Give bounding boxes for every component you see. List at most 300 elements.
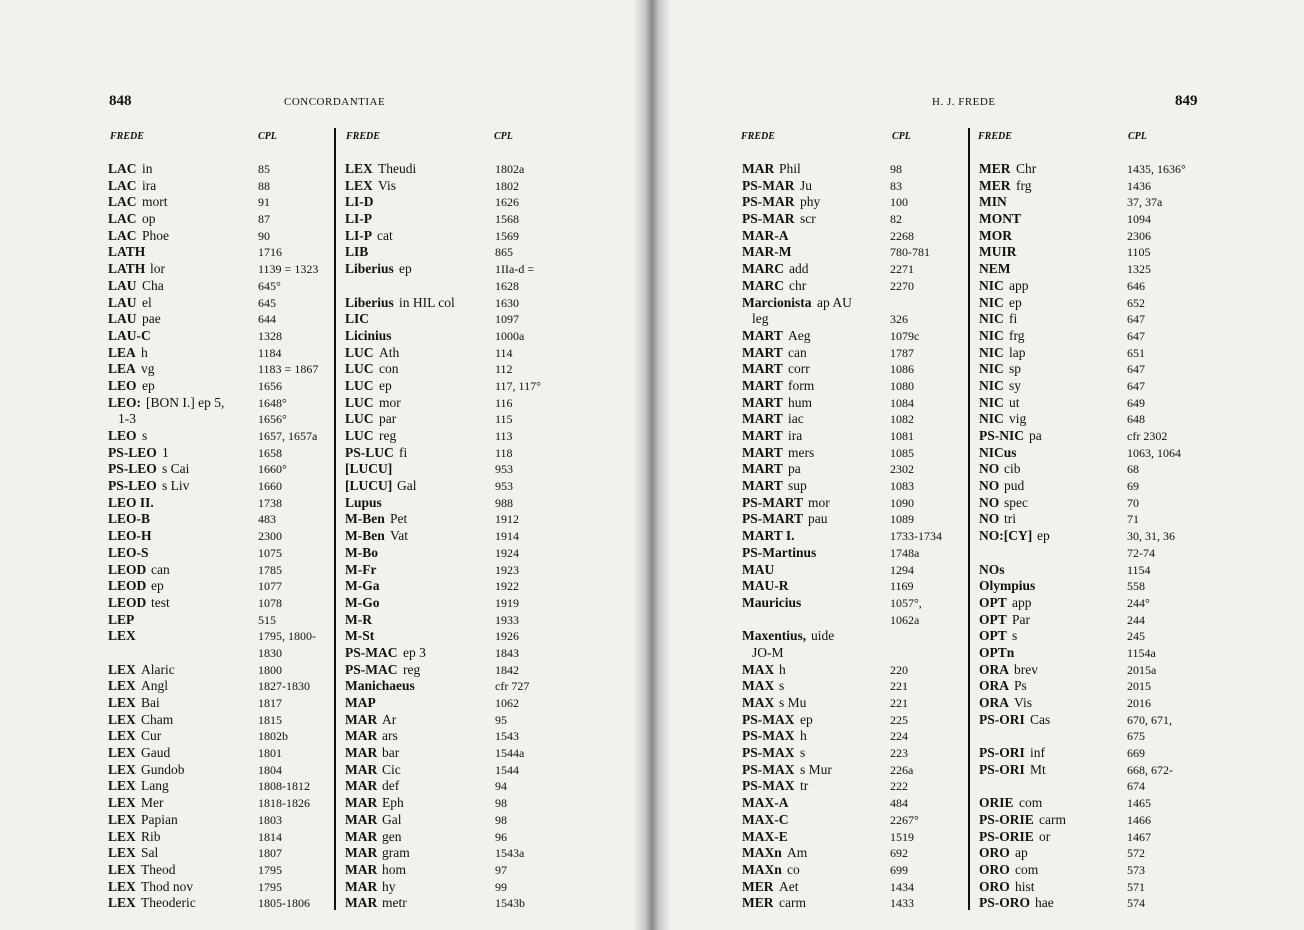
- entry-siglum: PS-MAX: [742, 778, 795, 794]
- entry-siglum: M-Bo: [345, 544, 378, 560]
- index-entry: [108, 295, 330, 312]
- entry-cpl-number: 98: [890, 162, 902, 176]
- entry-work: Thod nov: [141, 878, 194, 894]
- entry-work: Alaric: [141, 661, 175, 677]
- entry-cpl-number: 1817: [258, 696, 282, 710]
- entry-siglum: Liberius: [345, 294, 394, 310]
- entry-work: hist: [1015, 878, 1035, 894]
- entry-siglum: LEX: [108, 678, 136, 694]
- entry-siglum: NIC: [979, 361, 1004, 377]
- entry-work: Gaud: [141, 745, 171, 761]
- entry-cpl-number: 645: [258, 295, 276, 310]
- entry-cpl-number: 1139 = 1323: [258, 262, 319, 277]
- entry-work: vig: [1009, 411, 1027, 427]
- entry-cpl-number: 1795: [258, 862, 282, 877]
- entry-work: Gundob: [141, 761, 185, 777]
- running-head: H. J. FREDE: [932, 96, 996, 108]
- index-entry: [345, 645, 545, 662]
- entry-cpl-number: 1062: [495, 696, 519, 710]
- entry-cpl-number: 1000a: [495, 328, 525, 343]
- index-entry: [979, 712, 1179, 729]
- entry-siglum: MAR: [345, 711, 378, 727]
- entry-siglum: MONT: [979, 211, 1021, 227]
- index-entry: [108, 495, 330, 512]
- entry-cpl-number: 1785: [258, 562, 282, 577]
- index-entry: [742, 595, 964, 612]
- entry-work: Cha: [142, 277, 164, 293]
- entry-siglum: LI-P: [345, 211, 372, 227]
- entry-siglum: PS-NIC: [979, 428, 1025, 443]
- book-gutter: [634, 0, 670, 930]
- entry-siglum: NIC: [979, 311, 1004, 327]
- entry-cpl-number: 573: [1127, 862, 1145, 877]
- index-entry: [742, 745, 964, 762]
- entry-siglum: ORIE: [979, 795, 1014, 811]
- entry-cpl-number: 651: [1127, 345, 1145, 360]
- entry-cpl-number: 1805-1806: [258, 896, 310, 911]
- entry-cpl-number: 1085: [890, 445, 914, 460]
- entry-work: spec: [1004, 494, 1028, 510]
- index-entry: [742, 161, 964, 178]
- index-entry: [742, 211, 964, 228]
- index-entry: [979, 261, 1179, 278]
- entry-work: bar: [382, 745, 400, 761]
- index-entry: [345, 562, 545, 579]
- entry-siglum: MAX: [742, 695, 775, 710]
- entry-work: Par: [1012, 611, 1030, 627]
- index-entry: [979, 445, 1179, 462]
- entry-siglum: MART I.: [742, 528, 795, 544]
- entry-cpl-number: 1842: [495, 662, 519, 677]
- entry-work: ep: [151, 578, 164, 594]
- index-entry: [742, 378, 964, 395]
- entry-cpl-number: 116: [495, 395, 513, 410]
- entry-siglum: LATH: [108, 261, 146, 277]
- entry-siglum: PS-LEO: [108, 461, 157, 477]
- index-entry: [742, 829, 964, 846]
- index-entry: [108, 595, 330, 612]
- entry-siglum: LEO: [108, 428, 137, 443]
- entry-work: or: [1039, 828, 1051, 844]
- entry-siglum: NO:[CY]: [979, 528, 1033, 544]
- entry-siglum: MAU-R: [742, 578, 789, 594]
- entry-work: form: [788, 377, 815, 393]
- entry-work: Phoe: [142, 227, 169, 243]
- entry-siglum: MIN: [979, 194, 1007, 210]
- entry-cpl-number: 1804: [258, 762, 282, 777]
- entry-cpl-number: 1094: [1127, 212, 1151, 227]
- entry-work: Ps: [1014, 678, 1027, 694]
- entry-cpl-number: 1814: [258, 829, 282, 844]
- entry-work: Sal: [141, 845, 159, 861]
- entry-siglum: Licinius: [345, 327, 392, 343]
- entry-siglum: MAR: [345, 811, 378, 827]
- entry-cpl-number: 1808-1812: [258, 779, 310, 794]
- entry-cpl-number: 649: [1127, 395, 1145, 410]
- entry-cpl-number: 1075: [258, 545, 282, 560]
- entry-siglum: MAX: [742, 661, 775, 677]
- entry-siglum: MARC: [742, 261, 784, 277]
- entry-cpl-number: 1827-1830: [258, 679, 310, 694]
- index-entry: [345, 395, 545, 412]
- entry-work: s: [1012, 628, 1018, 644]
- entry-siglum: Manichaeus: [345, 678, 415, 694]
- entry-work: 1-3: [118, 411, 136, 427]
- entry-siglum: LEP: [108, 611, 135, 627]
- entry-cpl-number: 2267°: [890, 812, 919, 827]
- index-entry: [979, 461, 1179, 478]
- index-entry: [108, 328, 330, 345]
- index-entry: [108, 712, 330, 729]
- index-entry: [108, 311, 330, 328]
- index-entry: [742, 194, 964, 211]
- entry-work: el: [142, 294, 152, 310]
- entry-cpl-number: 2268: [890, 228, 914, 243]
- index-entry: [345, 495, 545, 512]
- entry-cpl-number: 1434: [890, 879, 914, 894]
- entry-cpl-number: 244: [1127, 612, 1145, 627]
- entry-work: ap AU: [817, 294, 852, 310]
- index-entry: [742, 461, 964, 478]
- index-entry: [108, 261, 330, 278]
- index-entry: [979, 528, 1179, 545]
- entry-cpl-number: 87: [258, 212, 270, 227]
- entry-siglum: LEA: [108, 344, 136, 360]
- entry-cpl-number: 647: [1127, 362, 1145, 377]
- entry-work: fi: [1009, 311, 1018, 327]
- entry-work: Cur: [141, 728, 162, 744]
- entry-work: mor: [808, 494, 830, 510]
- entry-siglum: PS-MART: [742, 511, 804, 527]
- entry-cpl-number: 1830: [258, 645, 282, 660]
- entry-siglum: MART: [742, 394, 783, 410]
- index-column: [345, 161, 545, 912]
- entry-cpl-number: 68: [1127, 462, 1139, 477]
- index-entry: [345, 895, 545, 912]
- entry-siglum: LEOD: [108, 561, 147, 577]
- entry-work: s Cai: [162, 461, 190, 477]
- index-entry: [742, 244, 964, 261]
- index-entry: [742, 545, 964, 562]
- entry-work: scr: [800, 211, 816, 227]
- entry-work: pud: [1004, 478, 1025, 494]
- entry-siglum: LEX: [108, 795, 136, 811]
- entry-cpl-number: 82: [890, 212, 902, 227]
- entry-siglum: PS-MAR: [742, 177, 795, 193]
- index-entry: [742, 495, 964, 512]
- entry-cpl-number: 1733-1734: [890, 529, 942, 544]
- entry-siglum: MAR-M: [742, 244, 792, 260]
- entry-cpl-number: 1063, 1064: [1127, 445, 1181, 460]
- index-entry: [345, 228, 545, 245]
- index-entry: [979, 762, 1179, 779]
- index-entry: [979, 395, 1179, 412]
- index-entry: [979, 845, 1179, 862]
- entry-work: ut: [1009, 394, 1020, 410]
- index-entry: [979, 812, 1179, 829]
- entry-work: s: [142, 428, 148, 443]
- entry-work: reg: [403, 661, 421, 677]
- entry-siglum: MAR: [345, 828, 378, 844]
- entry-siglum: LAC: [108, 211, 137, 227]
- entry-work: par: [379, 411, 397, 427]
- entry-siglum: MART: [742, 411, 783, 427]
- entry-work: co: [787, 861, 800, 877]
- entry-work: in HIL col: [399, 294, 455, 310]
- entry-work: cat: [377, 227, 393, 243]
- entry-siglum: NO: [979, 511, 1000, 527]
- entry-work: leg: [752, 311, 769, 327]
- index-entry: [108, 778, 330, 795]
- index-entry: [742, 728, 964, 745]
- entry-cpl-number: 1568: [495, 212, 519, 227]
- entry-cpl-number: 647: [1127, 312, 1145, 327]
- entry-cpl-number: 1922: [495, 579, 519, 594]
- entry-cpl-number: 515: [258, 612, 276, 627]
- entry-cpl-number: 483: [258, 512, 276, 527]
- entry-cpl-number: 953: [495, 479, 513, 494]
- entry-work: Pet: [390, 511, 408, 527]
- entry-siglum: LEX: [108, 878, 136, 894]
- entry-siglum: NIC: [979, 277, 1004, 293]
- index-entry: [979, 895, 1179, 912]
- entry-work: Lang: [141, 778, 169, 794]
- entry-work: test: [151, 594, 170, 610]
- entry-work: s: [800, 745, 806, 761]
- index-entry: [108, 812, 330, 829]
- entry-siglum: PS-ORIE: [979, 811, 1034, 827]
- column-header-frede: FREDE: [978, 131, 1012, 142]
- entry-cpl-number: 69: [1127, 479, 1139, 494]
- index-entry: [108, 562, 330, 579]
- index-entry: [345, 278, 545, 295]
- index-entry: [345, 578, 545, 595]
- entry-work: h: [141, 344, 148, 360]
- entry-siglum: PS-LUC: [345, 444, 394, 460]
- index-entry: [742, 311, 964, 328]
- index-entry: [345, 879, 545, 896]
- entry-work: 1: [162, 444, 169, 460]
- entry-cpl-number: 30, 31, 36: [1127, 529, 1175, 544]
- index-entry: [979, 278, 1179, 295]
- index-entry: [345, 862, 545, 879]
- index-entry: [979, 862, 1179, 879]
- entry-cpl-number: 1465: [1127, 796, 1151, 811]
- entry-work: ars: [382, 728, 398, 744]
- index-entry: [979, 628, 1179, 645]
- entry-cpl-number: 1105: [1127, 245, 1151, 260]
- entry-work: pae: [142, 311, 161, 327]
- entry-siglum: LEX: [108, 811, 136, 827]
- entry-siglum: M-Go: [345, 594, 380, 610]
- index-entry: [742, 712, 964, 729]
- entry-siglum: LEOD: [108, 594, 147, 610]
- entry-cpl-number: 1081: [890, 429, 914, 443]
- entry-work: h: [779, 661, 786, 677]
- index-entry: [742, 845, 964, 862]
- entry-cpl-number: 1648°: [258, 395, 287, 410]
- index-entry: [108, 244, 330, 261]
- entry-siglum: MART: [742, 361, 783, 377]
- index-entry: [742, 812, 964, 829]
- entry-siglum: ORO: [979, 845, 1010, 861]
- entry-cpl-number: 780-781: [890, 245, 930, 260]
- entry-cpl-number: 83: [890, 178, 902, 193]
- index-entry: [345, 695, 545, 712]
- entry-cpl-number: 571: [1127, 879, 1145, 894]
- entry-work: s Mur: [800, 761, 832, 777]
- entry-work: Cham: [141, 711, 174, 727]
- index-entry: [108, 345, 330, 362]
- entry-work: app: [1012, 594, 1032, 610]
- index-entry: [108, 161, 330, 178]
- entry-siglum: ORO: [979, 878, 1010, 894]
- entry-work: vg: [141, 361, 155, 377]
- entry-cpl-number: 558: [1127, 579, 1145, 594]
- entry-siglum: PS-MAX: [742, 761, 795, 777]
- entry-work: Aet: [779, 878, 799, 894]
- entry-cpl-number: cfr 727: [495, 679, 530, 694]
- index-entry: [345, 428, 545, 445]
- entry-cpl-number: 1748a: [890, 545, 920, 560]
- entry-cpl-number: 1795, 1800-: [258, 629, 316, 644]
- entry-siglum: MART: [742, 428, 783, 443]
- entry-siglum: M-Fr: [345, 561, 377, 577]
- column-divider: [334, 128, 336, 910]
- index-entry: [742, 778, 964, 795]
- entry-cpl-number: 1062a: [890, 612, 920, 627]
- index-entry: [108, 411, 330, 428]
- entry-cpl-number: 2016: [1127, 696, 1151, 710]
- entry-work: hom: [382, 861, 407, 877]
- entry-siglum: LEX: [108, 661, 136, 677]
- entry-cpl-number: 1519: [890, 829, 914, 844]
- entry-siglum: MER: [742, 878, 774, 894]
- entry-work: ira: [142, 177, 157, 193]
- entry-cpl-number: 1569: [495, 228, 519, 243]
- entry-cpl-number: 1294: [890, 562, 914, 577]
- index-entry: [108, 745, 330, 762]
- entry-siglum: LAC: [108, 194, 137, 210]
- entry-work: sup: [788, 478, 807, 494]
- entry-cpl-number: 1089: [890, 512, 914, 527]
- entry-siglum: LEX: [108, 861, 136, 877]
- entry-siglum: LEX: [345, 161, 373, 176]
- entry-siglum: OPT: [979, 594, 1007, 610]
- entry-cpl-number: 1807: [258, 846, 282, 861]
- index-entry: [345, 211, 545, 228]
- entry-siglum: LEX: [108, 745, 136, 761]
- entry-cpl-number: 1328: [258, 328, 282, 343]
- entry-work: Ar: [382, 711, 397, 727]
- entry-cpl-number: 222: [890, 779, 908, 794]
- entry-cpl-number: 1795: [258, 879, 282, 894]
- index-entry: [742, 361, 964, 378]
- entry-siglum: LEX: [108, 728, 136, 744]
- entry-work: chr: [789, 277, 807, 293]
- entry-work: Cas: [1030, 711, 1051, 727]
- index-entry: [742, 295, 964, 312]
- entry-siglum: LUC: [345, 411, 374, 427]
- index-entry: [742, 395, 964, 412]
- entry-cpl-number: 648: [1127, 412, 1145, 427]
- entry-siglum: PS-ORI: [979, 745, 1025, 761]
- index-entry: [108, 895, 330, 912]
- index-entry: [345, 178, 545, 195]
- entry-siglum: PS-ORI: [979, 711, 1025, 727]
- index-entry: [108, 361, 330, 378]
- entry-work: carm: [779, 895, 806, 911]
- index-entry: [979, 645, 1179, 662]
- entry-cpl-number: 98: [495, 796, 507, 811]
- entry-cpl-number: 118: [495, 445, 513, 460]
- entry-siglum: MAR: [345, 861, 378, 877]
- index-entry: [108, 612, 330, 629]
- entry-cpl-number: 674: [1127, 779, 1145, 794]
- entry-siglum: OPT: [979, 628, 1007, 644]
- entry-cpl-number: 1802: [495, 178, 519, 193]
- entry-cpl-number: 113: [495, 429, 513, 443]
- entry-work: Rib: [141, 828, 161, 844]
- right-page: [670, 0, 1304, 930]
- entry-siglum: MAXn: [742, 861, 782, 877]
- entry-work: gen: [382, 828, 402, 844]
- index-entry: [345, 712, 545, 729]
- index-entry: [108, 528, 330, 545]
- index-entry: [979, 595, 1179, 612]
- index-entry: [345, 345, 545, 362]
- entry-siglum: MAX: [742, 678, 775, 694]
- entry-siglum: NIC: [979, 377, 1004, 393]
- entry-work: pau: [808, 511, 828, 527]
- entry-cpl-number: 95: [495, 712, 507, 727]
- index-entry: [108, 478, 330, 495]
- entry-siglum: MAR: [345, 878, 378, 894]
- entry-cpl-number: 652: [1127, 295, 1145, 310]
- index-entry: [979, 495, 1179, 512]
- index-entry: [345, 778, 545, 795]
- entry-cpl-number: 574: [1127, 896, 1145, 911]
- entry-work: Bai: [141, 695, 160, 710]
- entry-siglum: LUC: [345, 344, 374, 360]
- entry-cpl-number: 1800: [258, 662, 282, 677]
- index-entry: [979, 745, 1179, 762]
- entry-siglum: NEM: [979, 261, 1011, 277]
- entry-work: op: [142, 211, 156, 227]
- entry-cpl-number: 91: [258, 195, 270, 210]
- entry-siglum: MER: [742, 895, 774, 911]
- entry-cpl-number: 953: [495, 462, 513, 477]
- entry-cpl-number: 1924: [495, 545, 519, 560]
- entry-cpl-number: 220: [890, 662, 908, 677]
- entry-siglum: ORA: [979, 678, 1009, 694]
- entry-cpl-number: 1544a: [495, 746, 525, 761]
- entry-siglum: LAU-C: [108, 327, 151, 343]
- entry-siglum: LAU: [108, 311, 137, 327]
- entry-work: brev: [1014, 661, 1038, 677]
- index-entry: [742, 411, 964, 428]
- entry-siglum: MAR: [345, 895, 378, 911]
- entry-work: ep 3: [403, 644, 426, 660]
- entry-work: ep: [399, 261, 412, 277]
- index-entry: [979, 328, 1179, 345]
- index-entry: [345, 628, 545, 645]
- entry-work: Vat: [390, 528, 408, 544]
- index-entry: [108, 662, 330, 679]
- entry-work: Eph: [382, 795, 404, 811]
- entry-siglum: PS-MAX: [742, 745, 795, 761]
- index-entry: [742, 178, 964, 195]
